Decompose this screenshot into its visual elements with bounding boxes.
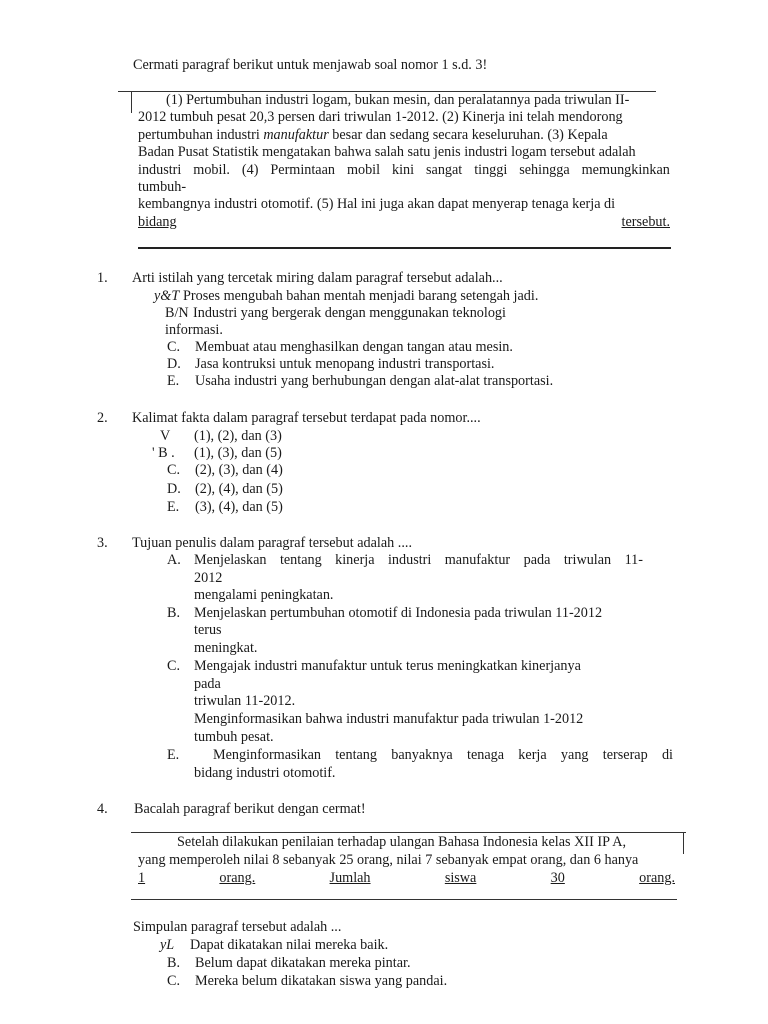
passage-line: tumbuh- (138, 179, 187, 196)
word: 1 (138, 870, 146, 886)
q3-option-d-text-cont: tumbuh pesat. (194, 729, 274, 745)
word: tinggi (474, 161, 508, 178)
word: kini (391, 161, 415, 178)
q1-option-e-label[interactable]: E. (167, 373, 180, 389)
passage-left-rule (131, 91, 132, 113)
q2-option-e-text: (3), (4), dan (5) (195, 499, 283, 515)
word: mobil. (193, 161, 230, 178)
word: mobil (346, 161, 381, 178)
word: pada (523, 552, 551, 568)
q1-option-c-text: Membuat atau menghasilkan dengan tangan atau mesin. (195, 339, 513, 355)
q2-option-d-text: (2), (4), dan (5) (195, 481, 283, 497)
passage-line: 2012 tumbuh pesat 20,3 persen dari triwulan 1-2012. (2) Kinerja ini telah mendorong (138, 109, 623, 126)
italic-term: manufaktur (263, 126, 329, 143)
q1-option-b-label[interactable]: B/N (165, 305, 189, 321)
q3-option-c-text-cont: pada (194, 676, 221, 692)
q4-option-b-label[interactable]: B. (167, 955, 181, 971)
word: manufaktur (444, 552, 511, 568)
passage-2-top-rule (131, 832, 686, 833)
word: industri (387, 552, 432, 568)
q1-option-a-label[interactable]: y&T (154, 288, 180, 304)
q2-option-a-label[interactable]: V (160, 428, 171, 444)
word: sangat (426, 161, 463, 178)
word: tenaga (467, 747, 505, 763)
passage-line: (1) Pertumbuhan industri logam, bukan mesin, dan peralatannya pada triwulan II- (166, 92, 630, 108)
passage-line-justified (138, 162, 670, 179)
question-1-text: Arti istilah yang tercetak miring dalam paragraf tersebut adalah... (132, 270, 503, 286)
q1-option-d-text: Jasa kontruksi untuk menopang industri transportasi. (195, 356, 495, 372)
word: banyaknya (391, 747, 453, 763)
word: tentang (279, 552, 322, 568)
q2-option-b-text: (1), (3), dan (5) (194, 445, 282, 461)
word: triwulan (563, 552, 612, 568)
question-3-text: Tujuan penulis dalam paragraf tersebut adalah .... (132, 535, 412, 551)
q4-option-c-label[interactable]: C. (167, 973, 181, 989)
q1-option-d-label[interactable]: D. (167, 356, 181, 372)
word: orang. (219, 870, 256, 886)
q4-option-a-label[interactable]: yL (160, 937, 175, 953)
q3-option-c-text: Mengajak industri manufaktur untuk terus meningkatkan kinerjanya (194, 658, 581, 674)
word: memungkinkan (581, 161, 670, 178)
q1-option-b-text-cont: informasi. (165, 322, 223, 338)
q2-option-e-label[interactable]: E. (167, 499, 180, 515)
q2-option-b-label[interactable]: ' B . (152, 445, 175, 461)
instruction-text: Cermati paragraf berikut untuk menjawab soal nomor 1 s.d. 3! (133, 57, 488, 73)
q3-option-a-text (194, 552, 643, 569)
q2-option-c-label[interactable]: C. (167, 462, 181, 478)
passage-line: Badan Pusat Statistik mengatakan bahwa salah satu jenis industri logam tersebut adalah (138, 144, 636, 161)
q3-option-b-text-cont: meningkat. (194, 640, 258, 656)
q2-option-d-label[interactable]: D. (167, 481, 181, 497)
q3-option-a-text-cont: 2012 (194, 570, 223, 586)
word: tentang (335, 747, 377, 763)
q1-option-e-text: Usaha industri yang berhubungan dengan alat-alat transportasi. (195, 373, 554, 389)
word: sehingga (519, 161, 570, 178)
passage-1 (138, 92, 670, 231)
passage-2-line-underlined (138, 870, 675, 887)
q3-option-e-text (213, 747, 673, 764)
q4-option-b-text: Belum dapat dikatakan mereka pintar. (195, 955, 411, 971)
q2-option-c-text: (2), (3), dan (4) (195, 462, 283, 478)
q2-option-a-text: (1), (2), dan (3) (194, 428, 282, 444)
word: tersebut. (621, 213, 670, 230)
word: orang. (639, 870, 675, 886)
word: (4) (241, 161, 259, 178)
passage-line: kembangnya industri otomotif. (5) Hal ini juga akan dapat menyerap tenaga kerja di (138, 196, 616, 213)
word: yang (560, 747, 589, 763)
q4-option-a-text: Dapat dikatakan nilai mereka baik. (190, 937, 389, 953)
passage-line-underlined (138, 214, 670, 231)
passage-2-right-rule (683, 832, 684, 854)
word: Permintaan (270, 161, 335, 178)
passage-text: pertumbuhan industri (138, 126, 260, 143)
word: bidang (138, 213, 177, 230)
word: terserap (602, 747, 648, 763)
q1-option-c-label[interactable]: C. (167, 339, 181, 355)
q3-option-c-text-cont: triwulan 11-2012. (194, 693, 296, 709)
word: 11- (624, 552, 643, 568)
q3-option-c-label[interactable]: C. (167, 658, 181, 674)
q3-option-e-label[interactable]: E. (167, 747, 180, 763)
q3-option-a-label[interactable]: A. (167, 552, 181, 568)
word: industri (138, 161, 182, 178)
word: kinerja (335, 552, 375, 568)
q1-option-a-text: Proses mengubah bahan mentah menjadi barang setengah jadi. (183, 288, 539, 304)
question-2-text: Kalimat fakta dalam paragraf tersebut terdapat pada nomor.... (132, 410, 481, 426)
word: kerja (518, 747, 547, 763)
passage-2-line: Setelah dilakukan penilaian terhadap ulangan Bahasa Indonesia kelas XII IP A, (177, 834, 626, 850)
word: 30 (550, 870, 565, 886)
q3-option-b-text-cont: terus (194, 622, 222, 638)
passage-text: besar dan sedang secara keseluruhan. (3) Kepala (332, 126, 608, 143)
q3-option-a-text-cont: mengalami peningkatan. (194, 587, 334, 603)
q3-option-b-label[interactable]: B. (167, 605, 181, 621)
passage-bottom-rule (138, 247, 671, 249)
question-1-number: 1. (97, 270, 108, 286)
word: di (661, 747, 673, 763)
q1-option-b-text: Industri yang bergerak dengan menggunakan teknologi (193, 305, 506, 321)
q3-option-e-text-cont: bidang industri otomotif. (194, 765, 336, 781)
question-3-number: 3. (97, 535, 108, 551)
q4-option-c-text: Mereka belum dikatakan siswa yang pandai. (195, 973, 448, 989)
passage-line (138, 127, 670, 144)
q4-prompt: Simpulan paragraf tersebut adalah ... (133, 919, 342, 935)
question-4-text: Bacalah paragraf berikut dengan cermat! (134, 801, 366, 817)
passage-2-bottom-rule (131, 899, 677, 900)
question-4-number: 4. (97, 801, 108, 817)
passage-2-line: yang memperoleh nilai 8 sebanyak 25 orang, nilai 7 sebanyak empat orang, dan 6 hanya (138, 852, 639, 868)
word: siswa (444, 870, 477, 886)
word: Menginformasikan (213, 747, 321, 763)
question-2-number: 2. (97, 410, 108, 426)
q3-option-d-text: Menginformasikan bahwa industri manufaktur pada triwulan 1-2012 (194, 711, 584, 727)
word: Menjelaskan (194, 552, 267, 568)
q3-option-b-text: Menjelaskan pertumbuhan otomotif di Indonesia pada triwulan 11-2012 (194, 605, 603, 621)
word: Jumlah (329, 870, 371, 886)
